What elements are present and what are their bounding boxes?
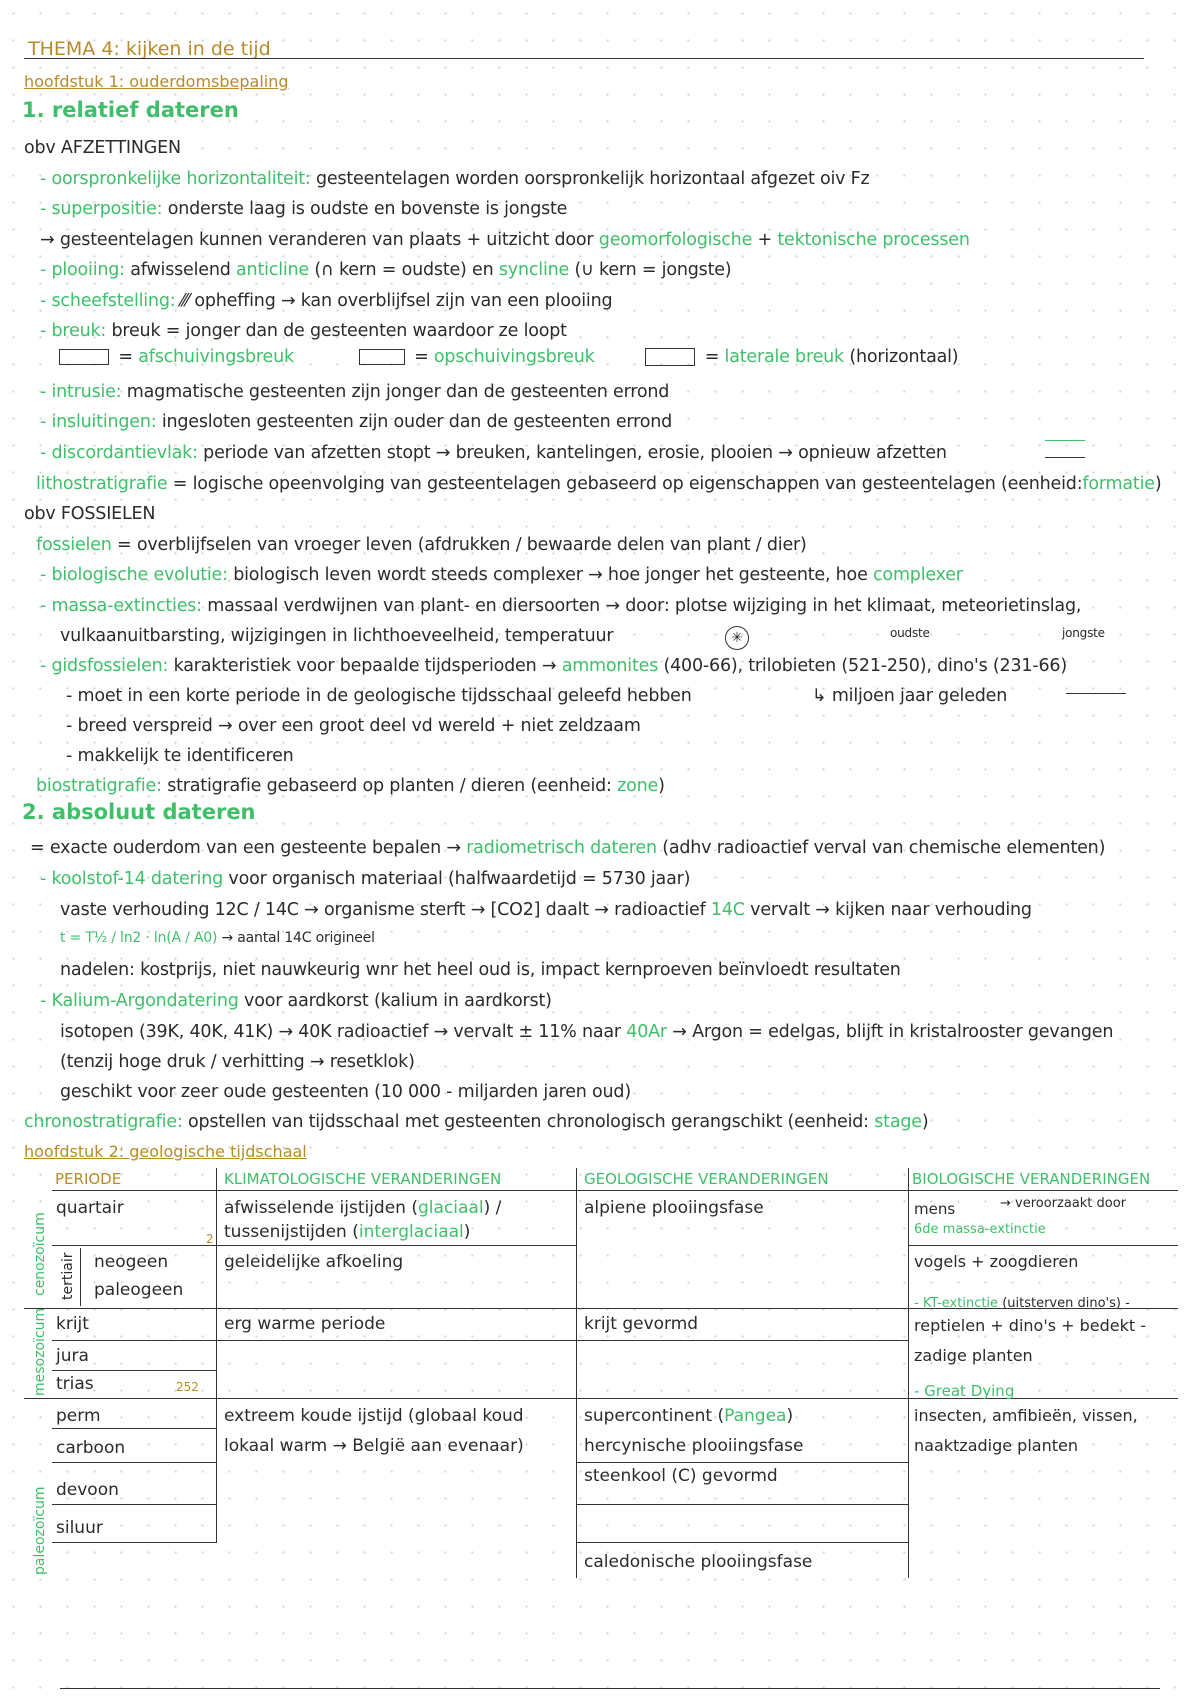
term: biostratigrafie:: [36, 776, 162, 796]
text: ) /: [483, 1198, 502, 1218]
term: lithostratigrafie: [36, 474, 168, 494]
header-biologische: BIOLOGISCHE VERANDERINGEN: [912, 1170, 1151, 1188]
table-line: [216, 1168, 217, 1543]
geo-carboon-2: steenkool (C) gevormd: [584, 1466, 778, 1486]
line-plooiing: [40, 260, 731, 280]
text: (400-66), trilobieten (521-250), dino's (231-66): [663, 656, 1067, 676]
bio-zadige: zadige planten: [914, 1346, 1033, 1365]
term: - massa-extincties:: [40, 596, 202, 616]
table-line: [80, 1248, 81, 1306]
line-gidsfossielen-1: - moet in een korte periode in de geologische tijdsschaal geleefd hebben: [66, 686, 692, 706]
period-paleogeen: paleogeen: [94, 1280, 184, 1300]
formula: t = T½ / ln2 · ln(A / A0): [60, 930, 218, 946]
line-kalium-4: geschikt voor zeer oude gesteenten (10 000 - miljarden jaren oud): [60, 1082, 631, 1102]
klim-krijt: erg warme periode: [224, 1314, 386, 1334]
text: stratigrafie gebaseerd op planten / dieren (eenheid:: [167, 776, 612, 796]
term: - scheefstelling:: [40, 291, 176, 311]
text: (adhv radioactief verval van chemische elementen): [662, 838, 1106, 858]
term: - gidsfossielen:: [40, 656, 169, 676]
line-chronostratigrafie: [24, 1112, 928, 1132]
table-line: [52, 1370, 216, 1371]
era-mesozoicum: mesozoïcum: [32, 1307, 48, 1396]
text: biologisch leven wordt steeds complexer → hoe jonger het gesteente, hoe: [233, 565, 868, 585]
table-line: [60, 1688, 1160, 1689]
text: supercontinent (: [584, 1406, 725, 1426]
table-line: [216, 1340, 908, 1341]
text: onderste laag is oudste en bovenste is jongste: [167, 199, 568, 219]
table-line: [52, 1462, 216, 1463]
klim-quartair-1: [224, 1198, 501, 1218]
text: (∩ kern = oudste) en: [314, 260, 494, 280]
line-koolstof-2: [60, 900, 1032, 920]
term: - koolstof-14 datering: [40, 869, 224, 889]
text: = exacte ouderdom van een gesteente bepalen →: [30, 838, 461, 858]
term: - oorspronkelijke horizontaliteit:: [40, 169, 311, 189]
period-neogeen: neogeen: [94, 1252, 169, 1272]
period-quartair: quartair: [56, 1198, 124, 1218]
term: formatie: [1082, 474, 1155, 494]
period-carboon: carboon: [56, 1438, 126, 1458]
line-superpositie: [40, 199, 567, 219]
bio-6de-extinctie: 6de massa-extinctie: [914, 1222, 1046, 1237]
geo-quartair: alpiene plooiingsfase: [584, 1198, 764, 1218]
table-line: [576, 1542, 908, 1543]
term: radiometrisch dateren: [466, 838, 657, 858]
bio-reptielen: reptielen + dino's + bedekt -: [914, 1316, 1147, 1335]
term: laterale breuk: [724, 347, 844, 367]
period-devoon: devoon: [56, 1480, 119, 1500]
term: - discordantievlak:: [40, 443, 198, 463]
fault-sketch-icon: [59, 349, 109, 365]
term: glaciaal: [418, 1198, 484, 1218]
text: karakteristiek voor bepaalde tijdsperioden →: [173, 656, 557, 676]
label-oudste: oudste: [890, 626, 930, 640]
text: isotopen (39K, 40K, 41K) → 40K radioactief → vervalt ± 11% naar: [60, 1022, 621, 1042]
period-perm: perm: [56, 1406, 101, 1426]
bio-great-dying: - Great Dying: [914, 1382, 1015, 1400]
text: afwisselend: [130, 260, 231, 280]
term: - breuk:: [40, 321, 107, 341]
period-krijt: krijt: [56, 1314, 89, 1334]
bio-naaktzadige: naaktzadige planten: [914, 1436, 1078, 1455]
table-line: [52, 1340, 216, 1341]
text: ): [786, 1406, 794, 1426]
text: vaste verhouding 12C / 14C → organisme sterft → [CO2] daalt → radioactief: [60, 900, 706, 920]
line-kalium-2: [60, 1022, 1113, 1042]
term: fossielen: [36, 535, 112, 555]
bio-veroorzaakt: → veroorzaakt door: [1000, 1196, 1127, 1211]
line-kalium-3: (tenzij hoge druk / verhitting → resetklok): [60, 1052, 415, 1072]
table-line: [576, 1462, 908, 1463]
text: opstellen van tijdsschaal met gesteenten chronologisch gerangschikt (eenheid:: [187, 1112, 869, 1132]
bio-mens: mens: [914, 1200, 956, 1218]
line-absoluut: [30, 838, 1105, 858]
term: - Kalium-Argondatering: [40, 991, 239, 1011]
line-gidsfossielen: [40, 656, 1067, 676]
term: opschuivingsbreuk: [433, 347, 595, 367]
period-trias: trias: [56, 1374, 94, 1394]
label-jongste: jongste: [1062, 626, 1105, 640]
header-periode: PERIODE: [55, 1170, 122, 1188]
text: → Argon = edelgas, blijft in kristalrooster gevangen: [672, 1022, 1114, 1042]
table-line: [52, 1542, 216, 1543]
discordance-sketch-icon: [1045, 440, 1085, 458]
klim-neogeen: geleidelijke afkoeling: [224, 1252, 404, 1272]
line-discordantievlak: [40, 443, 947, 463]
text: → aantal 14C origineel: [221, 930, 375, 946]
text: ingesloten gesteenten zijn ouder dan de gesteenten errond: [161, 412, 673, 432]
line-koolstof-formule: [60, 930, 375, 946]
term: - biologische evolutie:: [40, 565, 228, 585]
term: - intrusie:: [40, 382, 122, 402]
age-2: 2: [206, 1232, 214, 1246]
term: - insluitingen:: [40, 412, 157, 432]
period-siluur: siluur: [56, 1518, 103, 1538]
text: breuk = jonger dan de gesteenten waardoor ze loopt: [111, 321, 567, 341]
ammonite-icon: ✳: [725, 626, 749, 650]
line-gidsfossielen-3: - makkelijk te identificeren: [66, 746, 294, 766]
obv-afzettingen: obv AFZETTINGEN: [24, 138, 181, 158]
term: - KT-extinctie: [914, 1296, 999, 1311]
line-breuk: [40, 321, 567, 341]
line-biologische-evolutie: [40, 565, 963, 585]
line-scheefstelling: [40, 291, 612, 311]
klim-carboon: lokaal warm → België aan evenaar): [224, 1436, 524, 1456]
line-biostratigrafie: [36, 776, 665, 796]
table-line: [52, 1428, 216, 1429]
table-line: [908, 1168, 909, 1578]
table-line: [52, 1504, 216, 1505]
line-intrusie: [40, 382, 669, 402]
term: geomorfologische: [598, 230, 753, 250]
text: ): [658, 776, 665, 796]
timeline-arrow-icon: [1066, 693, 1126, 694]
text: vervalt → kijken naar verhouding: [750, 900, 1032, 920]
text: ⁄⁄⁄ opheffing → kan overblijfsel zijn van een plooiing: [180, 291, 613, 311]
header-klimatologische: KLIMATOLOGISCHE VERANDERINGEN: [224, 1170, 502, 1188]
era-paleozoicum: paleozoïcum: [32, 1486, 48, 1575]
period-jura: jura: [56, 1346, 89, 1366]
text: =: [414, 347, 429, 367]
section1-heading: 1. relatief dateren: [22, 98, 239, 122]
line-veranderen: [40, 230, 970, 250]
term: 14C: [710, 900, 745, 920]
line-oorspronkelijke-horizontaliteit: [40, 169, 870, 189]
term: 40Ar: [626, 1022, 667, 1042]
line-fossielen: [36, 535, 807, 555]
line-miljoen-jaar: ↳ miljoen jaar geleden: [812, 686, 1008, 706]
text: =: [704, 347, 720, 367]
table-line: [52, 1245, 576, 1246]
text: = overblijfselen van vroeger leven (afdrukken / bewaarde delen van plant / dier): [117, 535, 807, 555]
line-breuk-types: [55, 347, 958, 367]
text: magmatische gesteenten zijn jonger dan de gesteenten errond: [126, 382, 670, 402]
text: (horizontaal): [849, 347, 959, 367]
text: ): [463, 1222, 471, 1242]
text: voor aardkorst (kalium in aardkorst): [244, 991, 552, 1011]
text: +: [757, 230, 772, 250]
obv-fossielen: obv FOSSIELEN: [24, 504, 156, 524]
text: voor organisch materiaal (halfwaardetijd = 5730 jaar): [228, 869, 691, 889]
term: - plooiing:: [40, 260, 125, 280]
text: afwisselende ijstijden (: [224, 1198, 418, 1218]
term: complexer: [873, 565, 963, 585]
text: = logische opeenvolging van gesteentelagen gebaseerd op eigenschappen van gesteentelagen (eenheid:: [172, 474, 1083, 494]
klim-quartair-2: [224, 1222, 470, 1242]
geo-krijt: krijt gevormd: [584, 1314, 699, 1334]
line-koolstof-nadelen: nadelen: kostprijs, niet nauwkeurig wnr het heel oud is, impact kernproeven beïnvloedt resultaten: [60, 960, 901, 980]
klim-perm: extreem koude ijstijd (globaal koud: [224, 1406, 524, 1426]
chapter1-heading: hoofdstuk 1: ouderdomsbepaling: [24, 72, 289, 91]
term: afschuivingsbreuk: [138, 347, 294, 367]
line-lithostratigrafie: [36, 474, 1161, 494]
text: tussenijstijden (: [224, 1222, 359, 1242]
term: stage: [874, 1112, 922, 1132]
geo-carboon-1: hercynische plooiingsfase: [584, 1436, 804, 1456]
bio-vogels: vogels + zoogdieren: [914, 1252, 1079, 1271]
table-line: [576, 1504, 908, 1505]
line-insluitingen: [40, 412, 672, 432]
fault-sketch-icon: [359, 349, 405, 365]
text: → gesteentelagen kunnen veranderen van plaats + uitzicht door: [40, 230, 594, 250]
text: =: [118, 347, 133, 367]
geo-perm: [584, 1406, 793, 1426]
text: ): [921, 1112, 929, 1132]
text: (uitsterven dino's) -: [1002, 1296, 1130, 1311]
header-geologische: GEOLOGISCHE VERANDERINGEN: [584, 1170, 829, 1188]
chapter2-heading: hoofdstuk 2: geologische tijdschaal: [24, 1142, 307, 1161]
line-kalium: [40, 991, 552, 1011]
term: anticline: [236, 260, 309, 280]
text: ): [1154, 474, 1162, 494]
line-massa-extincties: [40, 596, 1081, 616]
line-gidsfossielen-2: - breed verspreid → over een groot deel vd wereld + niet zeldzaam: [66, 716, 641, 736]
text: gesteentelagen worden oorspronkelijk horizontaal afgezet oiv Fz: [316, 169, 870, 189]
bio-kt-extinctie: [914, 1296, 1130, 1311]
title-underline: [24, 58, 1144, 59]
fault-sketch-icon: [645, 348, 695, 366]
table-line: [52, 1190, 1178, 1191]
term: - superpositie:: [40, 199, 163, 219]
term: zone: [617, 776, 659, 796]
section2-heading: 2. absoluut dateren: [22, 800, 256, 824]
geo-siluur: caledonische plooiingsfase: [584, 1552, 813, 1572]
term: tektonische processen: [777, 230, 970, 250]
bio-insecten: insecten, amfibieën, vissen,: [914, 1406, 1138, 1425]
term: ammonites: [561, 656, 659, 676]
page-title: THEMA 4: kijken in de tijd: [28, 38, 271, 60]
line-koolstof: [40, 869, 690, 889]
table-line: [908, 1245, 1178, 1246]
line-massa-extincties-2: vulkaanuitbarsting, wijzigingen in lichthoeveelheid, temperatuur: [60, 626, 614, 646]
term: interglaciaal: [358, 1222, 464, 1242]
term: syncline: [498, 260, 570, 280]
text: (∪ kern = jongste): [574, 260, 732, 280]
text: periode van afzetten stopt → breuken, kantelingen, erosie, plooien → opnieuw afzetten: [203, 443, 947, 463]
text: massaal verdwijnen van plant- en diersoorten → door: plotse wijziging in het klimaat, meteorietinslag,: [207, 596, 1082, 616]
age-252: 252: [176, 1380, 199, 1394]
label-tertiair: tertiair: [60, 1252, 76, 1300]
era-cenozoicum: cenozoïcum: [32, 1212, 48, 1296]
term: chronostratigrafie:: [24, 1112, 183, 1132]
term: Pangea: [724, 1406, 787, 1426]
table-line: [576, 1168, 577, 1578]
